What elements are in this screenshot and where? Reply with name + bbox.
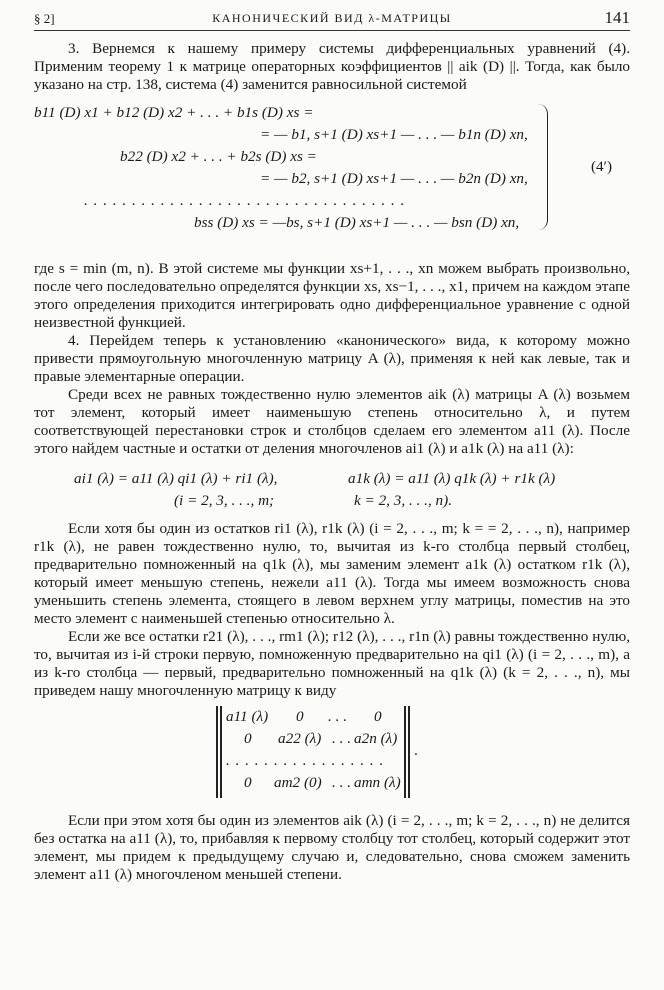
matrix-cell: . . . bbox=[332, 774, 351, 791]
paragraph-among: Среди всех не равных тождественно нулю элементов aik (λ) матрицы A (λ) возьмем тот элемент, который имеет наименьшую степень относительно λ, и путем соответствующей перестановки строк и столбцов сделаем его элементом a11 (λ). После этого найдем частные и остатки от деления многочленов ai1 (λ) и a1k (λ) на a11 (λ): bbox=[34, 386, 630, 457]
system-line-3: b22 (D) x2 + . . . + b2s (D) xs = bbox=[120, 148, 317, 165]
matrix-cell: a22 (λ) bbox=[278, 730, 322, 747]
division-equations bbox=[34, 466, 630, 510]
system-ellipsis-row: . . . . . . . . . . . . . . . . . . . . . . . . . . . . . . . . . . bbox=[84, 192, 406, 209]
division-eq-left: ai1 (λ) = a11 (λ) qi1 (λ) + ri1 (λ), bbox=[74, 470, 278, 487]
paragraph-4: 4. Перейдем теперь к установлению «канонического» вида, к которому можно привести прямоугольную многочленную матрицу A (λ), применяя к ней как левые, так и правые элементарные операции. bbox=[34, 332, 630, 385]
running-header bbox=[34, 8, 630, 31]
matrix-left-bar-inner bbox=[220, 706, 222, 798]
matrix-cell: a11 (λ) bbox=[226, 708, 269, 725]
paragraph-where: где s = min (m, n). В этой системе мы функции xs+1, . . ., xn можем выбрать произвольно, после чего последовательно определятся функции xs, xs−1, . . ., x1, причем на каждом этапе этого определения приходится интегрировать одно дифференциальное уравнение с одной неизвестной функцией. bbox=[34, 260, 630, 331]
equation-number: (4′) bbox=[590, 158, 612, 175]
paragraph-if-1: Если хотя бы один из остатков ri1 (λ), r1k (λ) (i = 2, . . ., m; k = = 2, . . ., n), например r1k (λ), не равен тождественно нулю, то, вычитая из k-го столбца первый столбец, предварительно помноженный на q1k (λ), мы заменим элемент a1k (λ) остатком r1k (λ), который имеет меньшую степень, нежели a11 (λ). Тогда мы имеем возможность снова уменьшить степень элемента, стоящего в левом верхнем углу матрицы, поместив на это место элемент с наименьшей степенью относительно λ. bbox=[34, 520, 630, 627]
running-title: КАНОНИЧЕСКИЙ ВИД λ-МАТРИЦЫ bbox=[212, 11, 452, 25]
division-eq-right: a1k (λ) = a11 (λ) q1k (λ) + r1k (λ) bbox=[348, 470, 556, 487]
system-line-2: = — b1, s+1 (D) xs+1 — . . . — b1n (D) xn, bbox=[260, 126, 528, 143]
index-range-k: k = 2, 3, . . ., n). bbox=[354, 492, 452, 509]
system-line-4: = — b2, s+1 (D) xs+1 — . . . — b2n (D) xn, bbox=[260, 170, 528, 187]
right-brace bbox=[535, 104, 548, 230]
matrix-cell: 0 bbox=[296, 708, 304, 725]
matrix-cell: amn (λ) bbox=[354, 774, 401, 791]
matrix-cell: 0 bbox=[374, 708, 382, 725]
paragraph-3: 3. Вернемся к нашему примеру системы дифференциальных уравнений (4). Применим теорему 1 к матрице операторных коэффициентов || aik (D) ||. Тогда, как было указано на стр. 138, система (4) заменится равносильной системой bbox=[34, 40, 630, 93]
matrix-cell: am2 (0) bbox=[274, 774, 322, 791]
matrix-cell: a2n (λ) bbox=[354, 730, 398, 747]
system-line-1: b11 (D) x1 + b12 (D) x2 + . . . + b1s (D) xs = bbox=[34, 104, 314, 121]
matrix-cell: . . . bbox=[332, 730, 351, 747]
equation-system-4prime bbox=[34, 104, 630, 254]
matrix-ellipsis-row: . . . . . . . . . . . . . . . . . bbox=[226, 752, 385, 769]
matrix-cell: . . . bbox=[328, 708, 347, 725]
section-number: § 2] bbox=[34, 11, 55, 26]
page-body bbox=[34, 40, 630, 884]
matrix-right-bar-inner bbox=[404, 706, 406, 798]
system-line-6: bss (D) xs = —bs, s+1 (D) xs+1 — . . . — bsn (D) xn, bbox=[194, 214, 520, 231]
index-range-i: (i = 2, 3, . . ., m; bbox=[174, 492, 275, 509]
matrix-cell: 0 bbox=[244, 730, 252, 747]
paragraph-if-2: Если же все остатки r21 (λ), . . ., rm1 (λ); r12 (λ), . . ., r1n (λ) равны тождественно нулю, то, вычитая из i-й строки первую, помноженную предварительно на qi1 (λ) (i = 2, . . ., m), а из k-го столбца — первый, предварительно помноженный на q1k (λ) (k = 2, . . ., n), мы приведем нашу многочленную матрицу к виду bbox=[34, 628, 630, 699]
matrix-cell: 0 bbox=[244, 774, 252, 791]
matrix-right-bar bbox=[408, 706, 410, 798]
page-number: 141 bbox=[604, 8, 630, 27]
paragraph-last: Если при этом хотя бы один из элементов aik (λ) (i = 2, . . ., m; k = 2, . . ., n) не делится без остатка на a11 (λ), то, прибавляя к первому столбцу тот столбец, который содержит этот элемент, мы придем к предыдущему случаю и, следовательно, снова сможем заменить элемент a11 (λ) многочленом меньшей степени. bbox=[34, 812, 630, 883]
reduced-matrix bbox=[34, 706, 630, 800]
matrix-period: . bbox=[414, 742, 418, 759]
matrix-left-bar bbox=[216, 706, 218, 798]
